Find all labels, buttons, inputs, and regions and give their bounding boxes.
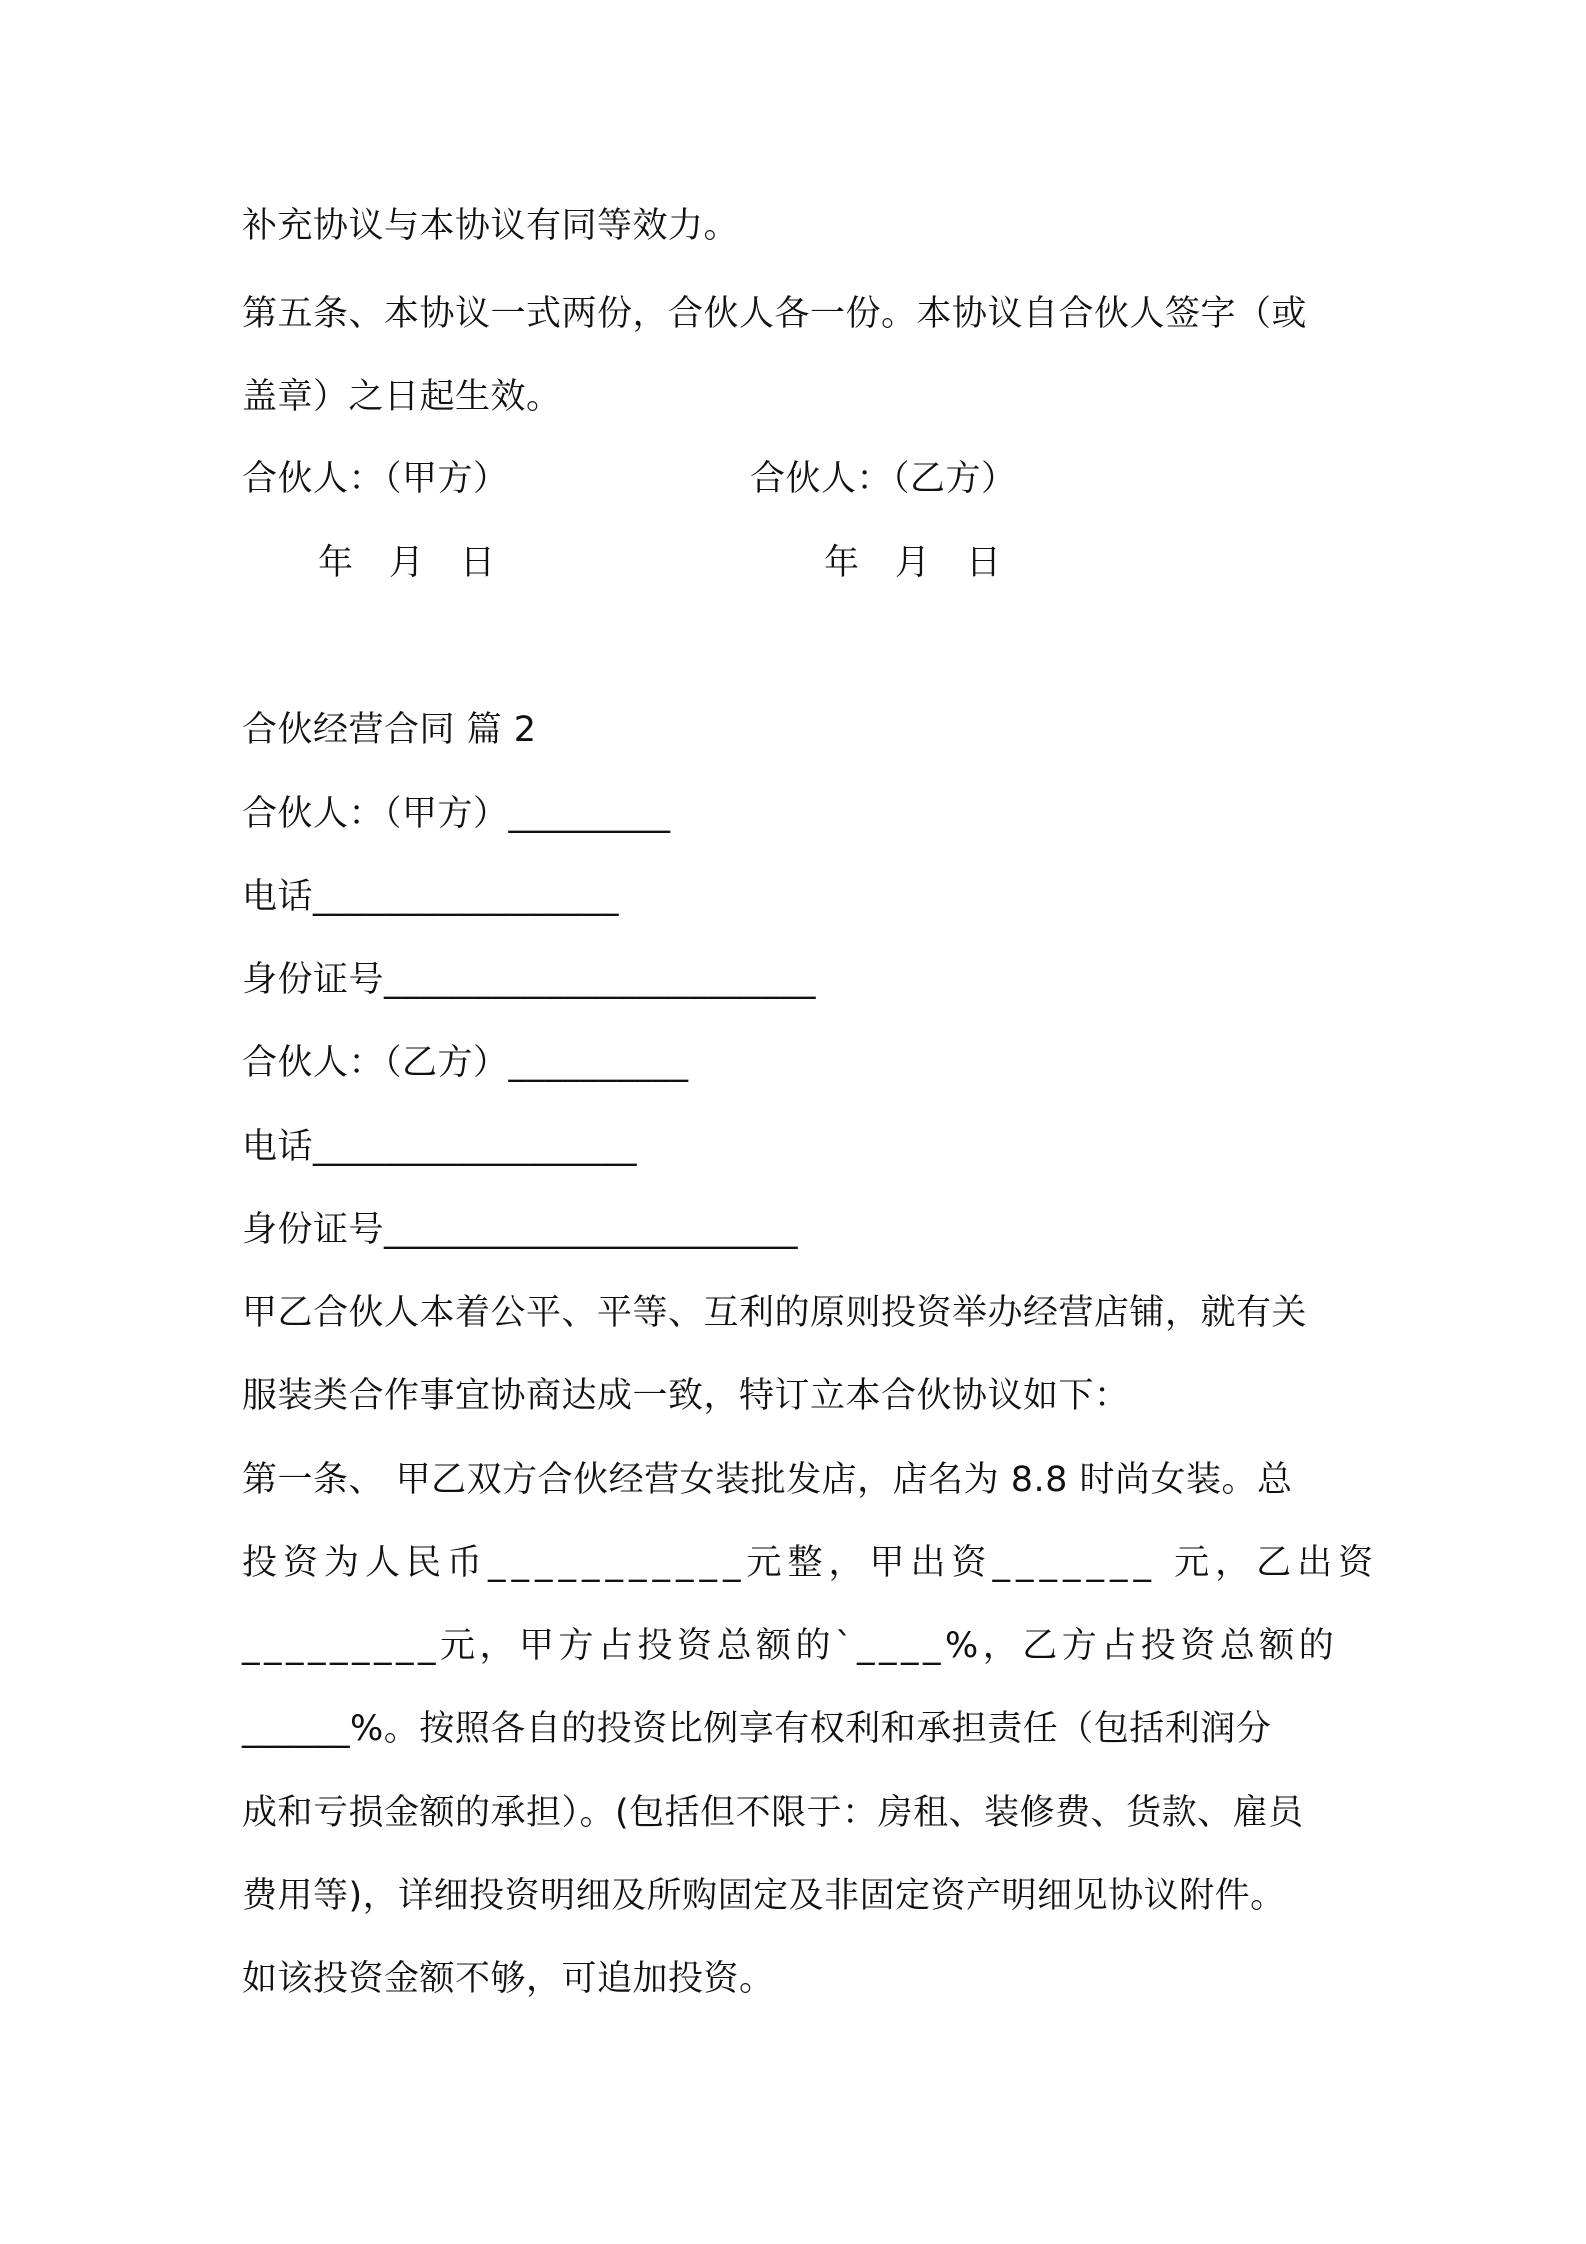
- signature-label-party-b: 合伙人：（乙方）: [750, 459, 1017, 499]
- section-heading: 合伙经营合同 篇 2: [242, 710, 537, 750]
- paragraph-line: 费用等)，详细投资明细及所购固定及非固定资产明细见协议附件。: [242, 1876, 1286, 1916]
- party-b-name-field: 合伙人：（乙方）__________: [242, 1043, 689, 1083]
- paragraph-line: 甲乙合伙人本着公平、平等、互利的原则投资举办经营店铺，就有关: [242, 1293, 1308, 1333]
- signature-label-party-a: 合伙人：（甲方）: [242, 459, 509, 499]
- paragraph-line: 如该投资金额不够，可追加投资。: [242, 1959, 775, 1999]
- paragraph-line: 成和亏损金额的承担）。(包括但不限于：房租、装修费、货款、雇员: [242, 1793, 1304, 1833]
- paragraph-line: 补充协议与本协议有同等效力。: [242, 206, 740, 246]
- paragraph-line: 盖章）之日起生效。: [242, 377, 562, 417]
- paragraph-line: ______%。按照各自的投资比例享有权利和承担责任（包括利润分: [242, 1709, 1272, 1749]
- paragraph-line: _________元，甲方占投资总额的`____%，乙方占投资总额的: [242, 1626, 1339, 1666]
- party-a-name-field: 合伙人：（甲方）_________: [242, 794, 671, 834]
- party-a-phone-field: 电话_________________: [242, 877, 620, 917]
- paragraph-line: 投资为人民币___________元整，甲出资_______ 元，乙出资: [242, 1543, 1380, 1583]
- date-line-party-a: 年 月 日: [318, 543, 496, 583]
- paragraph-line: 服装类合作事宜协商达成一致，特订立本合伙协议如下：: [242, 1376, 1130, 1416]
- paragraph-line: 第一条、 甲乙双方合伙经营女装批发店，店名为 8.8 时尚女装。总: [242, 1460, 1293, 1500]
- date-line-party-b: 年 月 日: [824, 543, 1002, 583]
- party-a-id-field: 身份证号________________________: [242, 960, 817, 1000]
- paragraph-line: 第五条、本协议一式两份，合伙人各一份。本协议自合伙人签字（或: [242, 294, 1308, 334]
- party-b-id-field: 身份证号_______________________: [242, 1210, 799, 1250]
- party-b-phone-field: 电话__________________: [242, 1127, 638, 1167]
